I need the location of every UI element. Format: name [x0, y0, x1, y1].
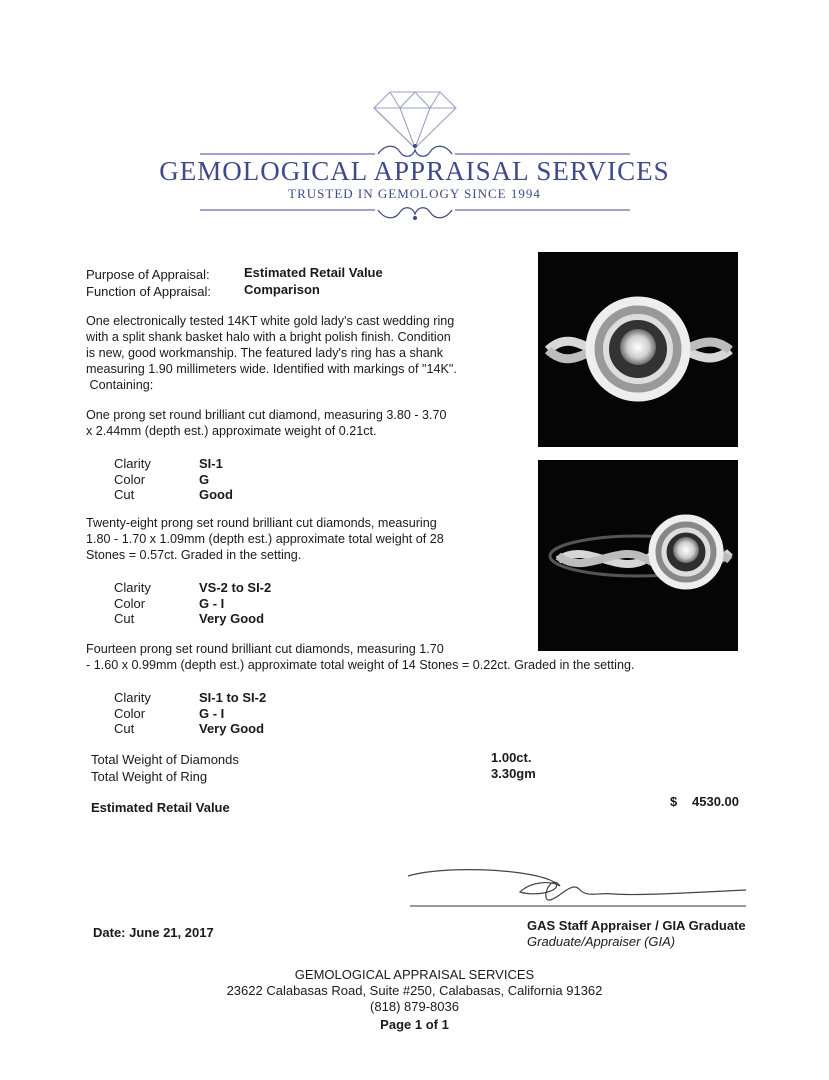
purpose-value: Estimated Retail Value	[244, 265, 383, 280]
color-label: Color	[114, 595, 146, 611]
company-name: GEMOLOGICAL APPRAISAL SERVICES	[159, 156, 670, 186]
stone-line: One prong set round brilliant cut diamond, measuring 3.80 - 3.70	[86, 408, 447, 422]
description-line: Containing:	[86, 378, 154, 392]
appraiser-title: GAS Staff Appraiser / GIA Graduate	[527, 918, 746, 933]
total-diamonds-value: 1.00ct.	[491, 750, 532, 765]
clarity-value: SI-1 to SI-2	[199, 690, 267, 705]
ring-description	[86, 313, 526, 393]
color-value: G	[199, 471, 210, 487]
description-line: One electronically tested 14KT white gold lady's cast wedding ring	[86, 314, 455, 328]
clarity-label: Clarity	[114, 690, 151, 705]
description-line: is new, good workmanship. The featured lady's ring has a shank	[86, 346, 444, 360]
description-line: measuring 1.90 millimeters wide. Identified with markings of "14K".	[86, 362, 457, 376]
footer-address: 23622 Calabasas Road, Suite #250, Calabasas, California 91362	[226, 983, 603, 998]
stone-line: Fourteen prong set round brilliant cut diamonds, measuring 1.70	[86, 642, 444, 656]
scroll-ornament-bottom	[200, 202, 630, 224]
cut-value: Very Good	[199, 611, 265, 626]
purpose-label: Purpose of Appraisal:	[86, 267, 210, 282]
retail-value-label: Estimated Retail Value	[91, 800, 230, 815]
clarity-value: SI-1	[199, 456, 223, 471]
cut-label: Cut	[114, 721, 135, 736]
color-label: Color	[114, 471, 146, 487]
stone-2-description	[86, 515, 526, 563]
color-value: G - I	[199, 595, 225, 611]
clarity-label: Clarity	[114, 580, 151, 595]
footer-phone: (818) 879-8036	[370, 999, 459, 1014]
stone-line: Twenty-eight prong set round brilliant cut diamonds, measuring	[86, 516, 437, 530]
stone-1-grades	[114, 456, 233, 503]
footer-company: GEMOLOGICAL APPRAISAL SERVICES	[294, 967, 535, 982]
stone-line: 1.80 - 1.70 x 1.09mm (depth est.) approximate total weight of 28	[86, 532, 444, 546]
currency-symbol: $	[670, 794, 678, 809]
signature-image	[400, 862, 750, 912]
stone-line: - 1.60 x 0.99mm (depth est.) approximate total weight of 14 Stones = 0.22ct. Graded in the setting.	[86, 658, 635, 672]
color-value: G - I	[199, 705, 225, 721]
function-value: Comparison	[244, 282, 320, 297]
total-ring-value: 3.30gm	[491, 766, 536, 781]
color-label: Color	[114, 705, 146, 721]
stone-1-description	[86, 407, 526, 439]
stone-2-grades	[114, 580, 271, 627]
cut-value: Very Good	[199, 721, 265, 736]
clarity-value: VS-2 to SI-2	[199, 580, 272, 595]
description-line: with a split shank basket halo with a bright polish finish. Condition	[86, 330, 451, 344]
ring-photo-side	[538, 460, 738, 651]
total-diamonds-label: Total Weight of Diamonds	[91, 752, 239, 767]
clarity-label: Clarity	[114, 456, 151, 471]
retail-value-amount: 4530.00	[692, 794, 739, 809]
cut-value: Good	[199, 487, 233, 502]
function-label: Function of Appraisal:	[86, 284, 212, 299]
page-number: Page 1 of 1	[380, 1017, 449, 1032]
stone-line: x 2.44mm (depth est.) approximate weight of 0.21ct.	[86, 424, 377, 438]
cut-label: Cut	[114, 487, 135, 502]
company-tagline: TRUSTED IN GEMOLOGY SINCE 1994	[288, 186, 541, 201]
stone-line: Stones = 0.57ct. Graded in the setting.	[86, 548, 302, 562]
date-label: Date: June 21, 2017	[93, 925, 214, 940]
total-ring-label: Total Weight of Ring	[91, 769, 208, 784]
cut-label: Cut	[114, 611, 135, 626]
appraiser-subtitle: Graduate/Appraiser (GIA)	[527, 934, 676, 949]
stone-3-grades	[114, 690, 266, 737]
ring-photo-top	[538, 252, 738, 447]
